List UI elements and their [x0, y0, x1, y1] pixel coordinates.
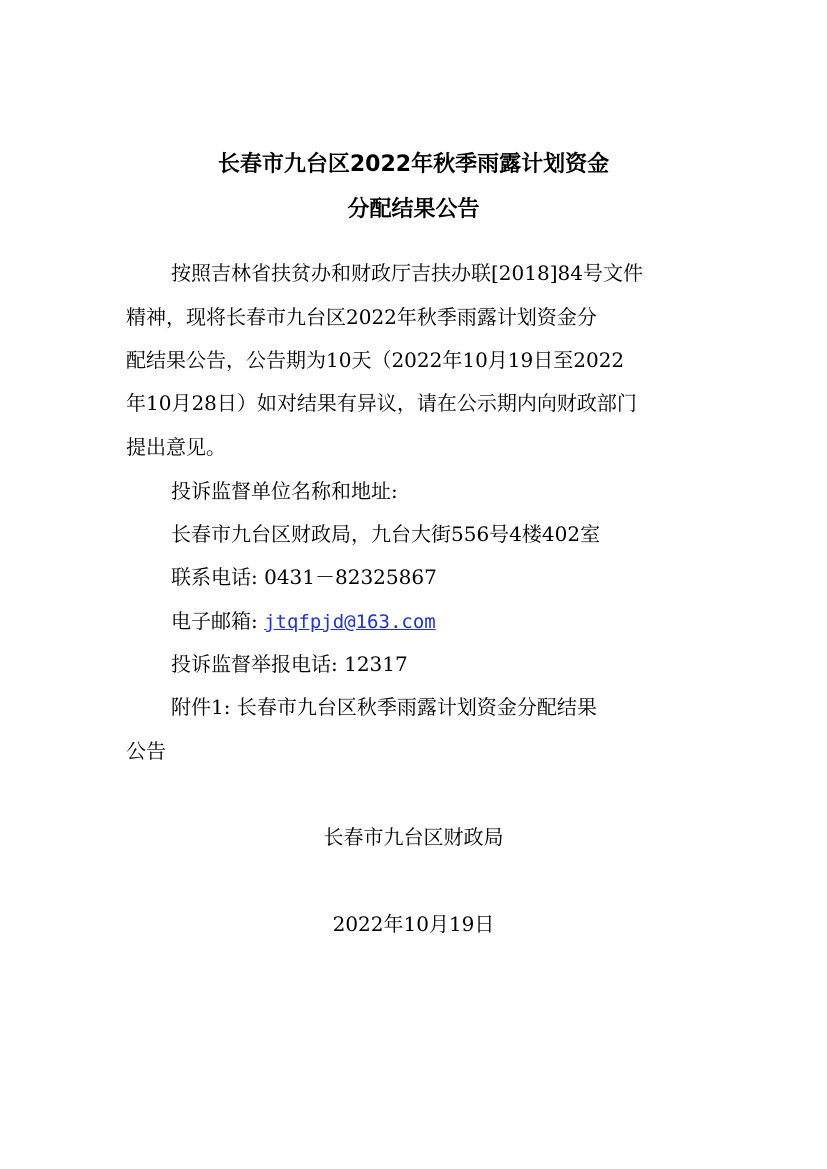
body-line-5: 提出意见。: [126, 435, 226, 459]
complaint-unit-label: 投诉监督单位名称和地址:: [171, 479, 398, 503]
body-line-2: 精神，现将长春市九台区2022年秋季雨露计划资金分: [126, 305, 597, 329]
email-link[interactable]: jtqfpjd@163.com: [264, 611, 436, 633]
attachment-line-2: 公告: [126, 739, 166, 763]
attachment-line-1: 附件1: 长春市九台区秋季雨露计划资金分配结果: [171, 695, 597, 719]
body-line-1: 按照吉林省扶贫办和财政厅吉扶办联[2018]84号文件: [171, 261, 643, 285]
email-label: 电子邮箱:: [171, 609, 265, 633]
report-phone: 投诉监督举报电话: 12317: [171, 652, 408, 676]
contact-phone: 联系电话: 0431－82325867: [171, 565, 437, 589]
signature: 长春市九台区财政局: [323, 825, 504, 849]
body-line-4: 年10月28日）如对结果有异议，请在公示期内向财政部门: [126, 391, 637, 415]
complaint-unit-address: 长春市九台区财政局，九台大街556号4楼402室: [171, 522, 601, 546]
document-title-line-1: 长春市九台区2022年秋季雨露计划资金: [217, 152, 610, 177]
date: 2022年10月19日: [332, 912, 495, 936]
body-line-3: 配结果公告，公告期为10天（2022年10月19日至2022: [126, 348, 625, 372]
document-title-line-2: 分配结果公告: [347, 197, 480, 222]
email-line: [171, 607, 436, 636]
